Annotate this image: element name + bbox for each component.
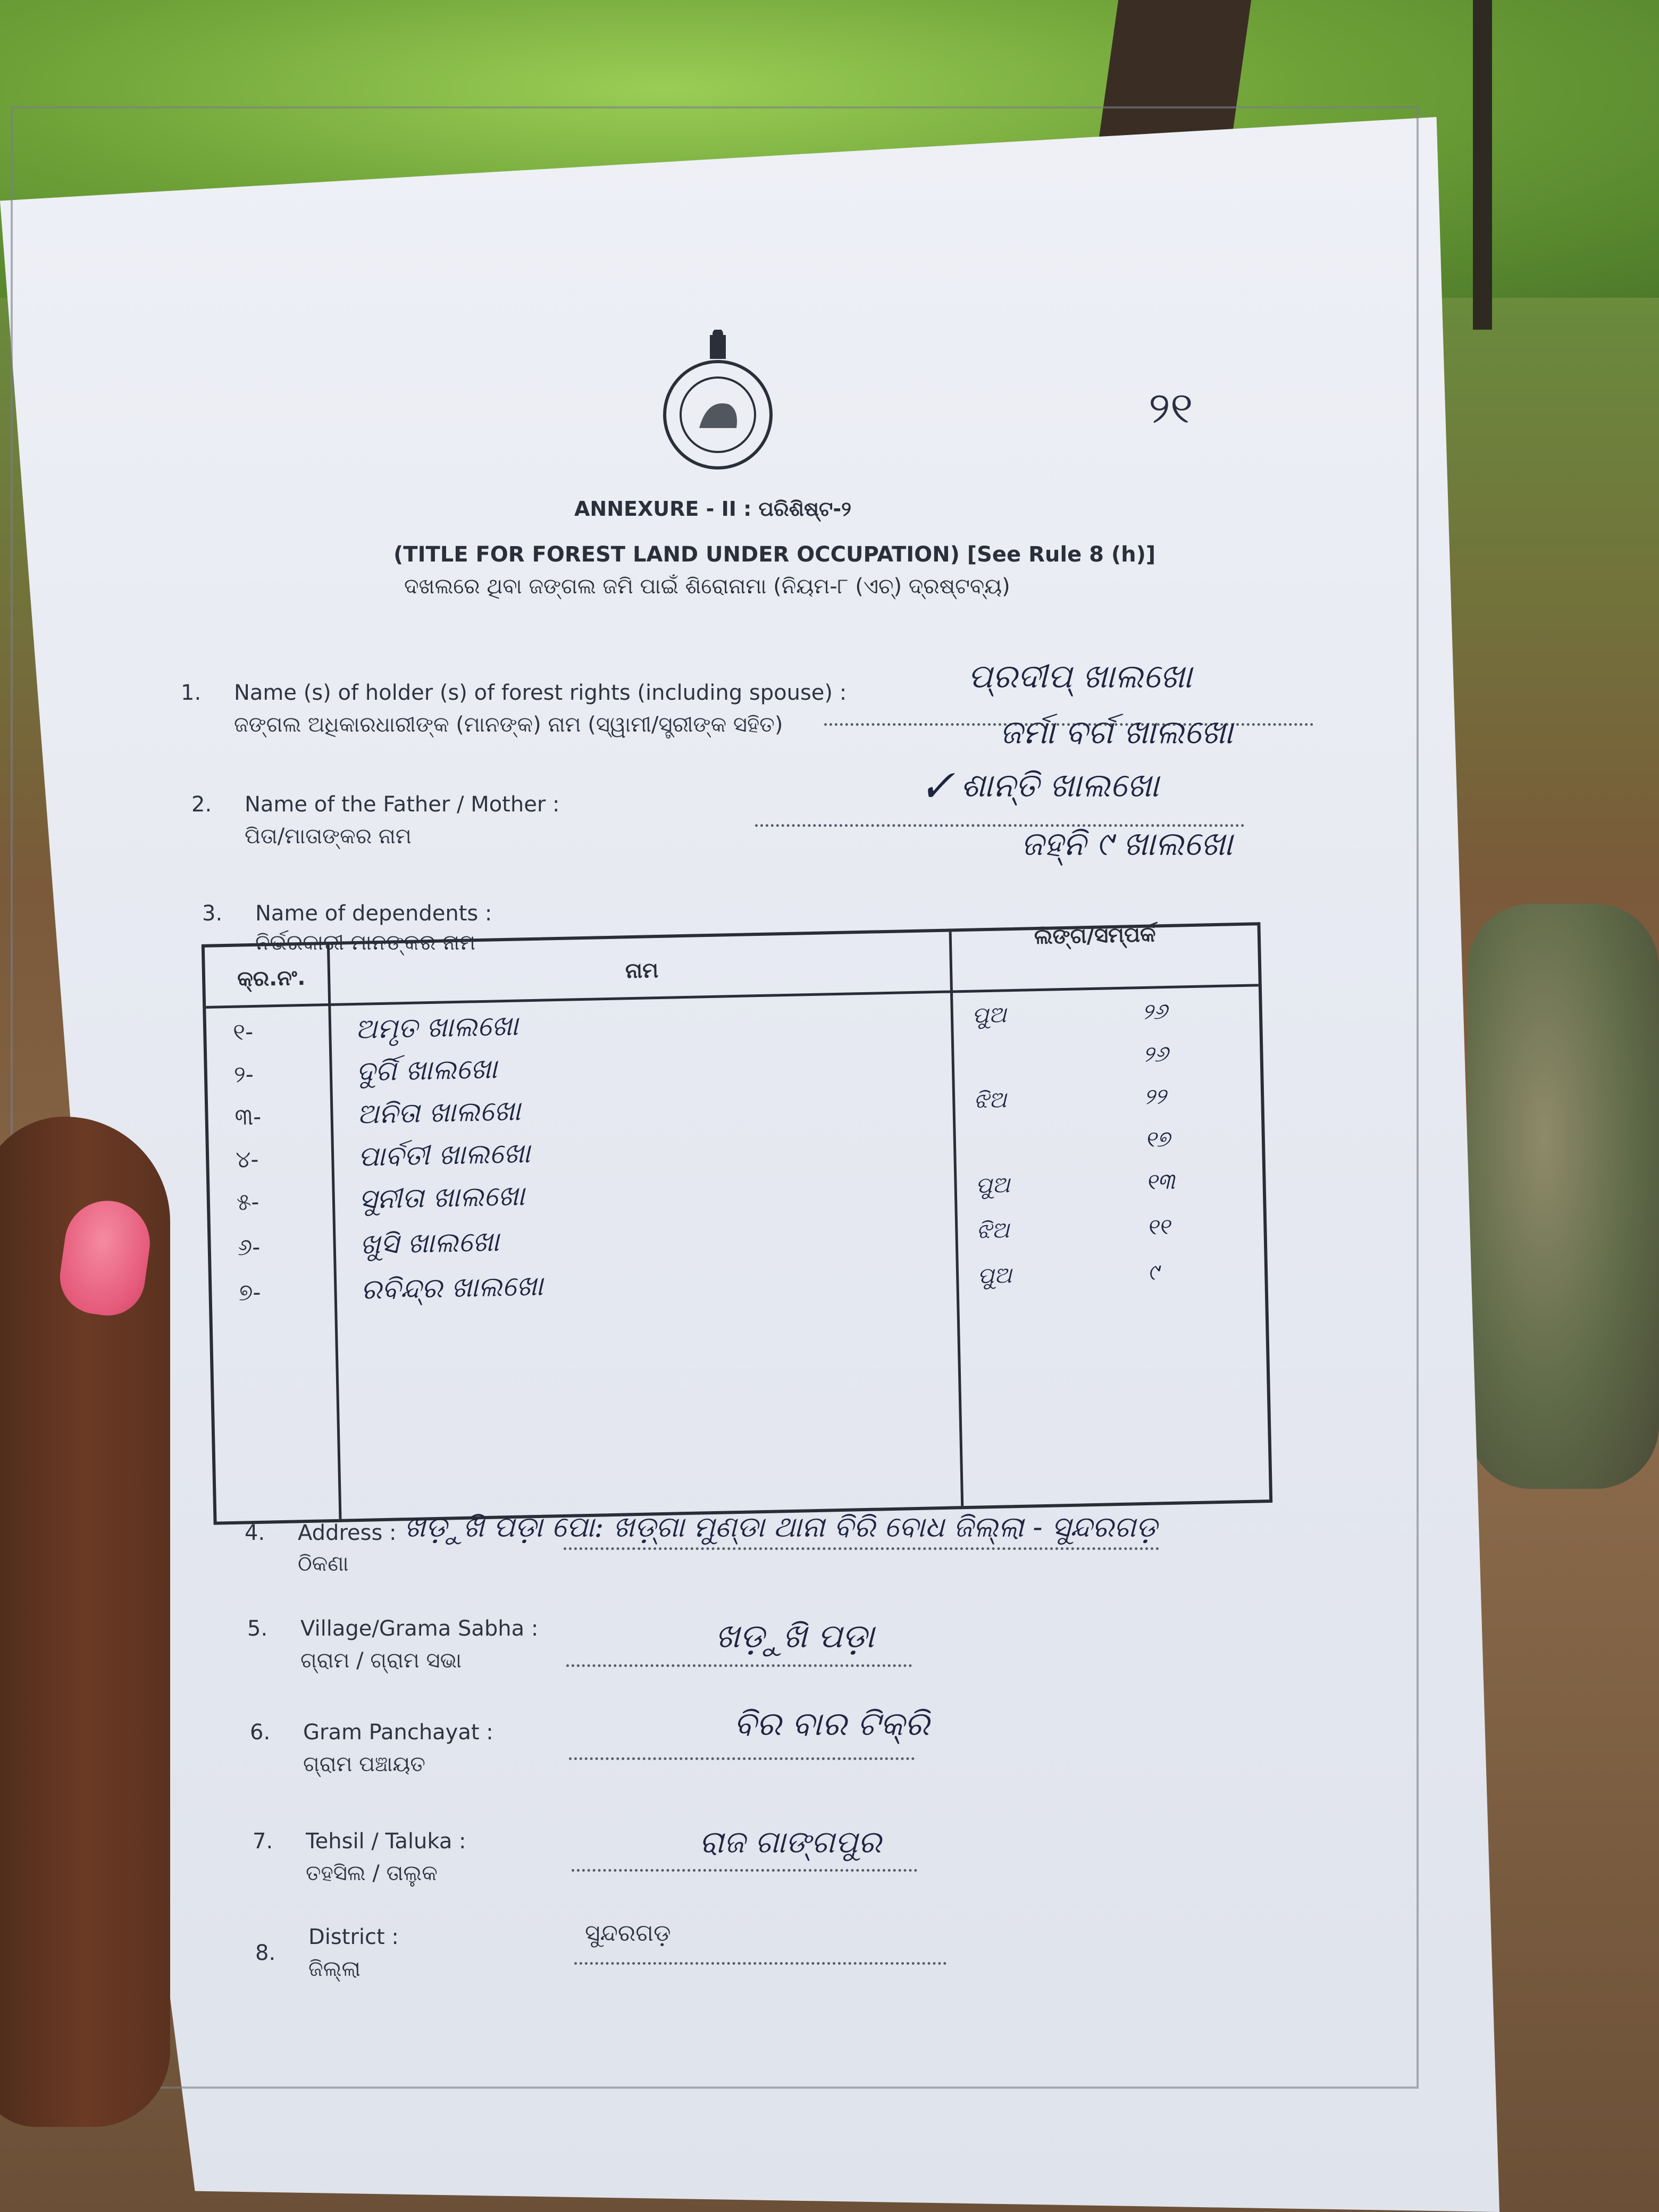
field-label-en: Address : [298, 1521, 397, 1545]
field-label-or: ତହସିଲ / ତାଲୁକ [306, 1861, 438, 1886]
field-holder-name [181, 657, 1244, 766]
field-dotted-line [564, 1547, 1159, 1550]
row-gender: ଝିଅ [976, 1217, 1010, 1244]
field-label-or: ଠିକଣା [298, 1552, 349, 1576]
row-name: ପାର୍ବତୀ ଖାଲଖୋ [357, 1137, 531, 1173]
row-age: ୨୬ [1142, 998, 1168, 1025]
field-number: 4. [245, 1521, 265, 1545]
field-label-or: ନିର୍ଭରକାରୀ ମାନଙ୍କର ନାମ [255, 931, 476, 955]
field-number: 2. [191, 792, 212, 817]
field-parent-name [191, 766, 1255, 877]
row-name: ଦୁର୍ଗି ଖାଲଖୋ [356, 1053, 498, 1088]
row-serial: ୬- [237, 1233, 261, 1261]
odisha-government-seal-icon [654, 330, 782, 479]
row-age: ୨୨ [1143, 1083, 1167, 1110]
field-label-en: Tehsil / Taluka : [306, 1829, 466, 1854]
field-number: 7. [253, 1829, 273, 1854]
field-dotted-line [574, 1962, 946, 1965]
annexure-heading: ANNEXURE - II : ପରିଶିଷ୍ଟ-୨ [574, 497, 852, 521]
row-gender: ପୁଅ [977, 1262, 1012, 1289]
row-name: ସୁନୀତା ଖାଲଖୋ [358, 1180, 525, 1216]
field-label-en: Name of dependents : [255, 901, 492, 926]
header-serial: କ୍ର.ନଂ. [237, 965, 306, 992]
row-age: ୨୬ [1142, 1040, 1169, 1067]
field-dotted-line [566, 1664, 912, 1667]
field-label-en: District : [308, 1925, 399, 1949]
field-label-or: ପିତା/ମାତାଙ୍କର ନାମ [245, 824, 412, 849]
field-number: 8. [255, 1941, 276, 1965]
field-gram-panchayat [250, 1704, 1207, 1789]
row-name: ଖୁସି ଖାଲଖୋ [359, 1226, 500, 1261]
field-label-or: ଗ୍ରାମ / ଗ୍ରାମ ସଭା [300, 1648, 462, 1673]
field-dotted-line [569, 1757, 915, 1760]
handwritten-value: ଜର୍ମା ବର୍ଗ ଖାଲଖୋ [1000, 713, 1233, 751]
row-name: ଅମୃତ ଖାଲଖୋ [355, 1010, 519, 1045]
page-number: ୨୧ [1149, 383, 1193, 433]
district-value: ସୁନ୍ଦରଗଡ଼ [585, 1920, 671, 1947]
row-serial: ୧- [232, 1018, 254, 1046]
field-number: 6. [250, 1720, 271, 1745]
row-gender: ପୁଅ [971, 1001, 1007, 1028]
pole [1473, 0, 1492, 330]
title-subheading: (TITLE FOR FOREST LAND UNDER OCCUPATION) [See Rule 8 (h)] [393, 542, 1156, 567]
handwritten-value: ରାଜ ଗାଙ୍ଗପୁର [699, 1824, 882, 1860]
field-dotted-line [572, 1869, 917, 1872]
field-label-or: ଗ୍ରାମ ପଞ୍ଚାୟତ [303, 1752, 425, 1777]
row-age: ୧୧ [1146, 1213, 1170, 1240]
handwritten-value: ଜହ୍ନି ୯ ଖାଲଖୋ [1021, 824, 1233, 863]
field-tehsil [253, 1824, 1210, 1898]
field-number: 5. [247, 1616, 268, 1641]
row-gender: ଝିଅ [973, 1086, 1007, 1113]
field-village [247, 1616, 1204, 1686]
field-label-en: Name (s) of holder (s) of forest rights (including spouse) : [234, 681, 847, 705]
row-serial: ୩- [234, 1103, 262, 1131]
field-label-or: ଜଙ୍ଗଲ ଅଧିକାରଧାରୀଙ୍କ (ମାନଙ୍କ) ନାମ (ସ୍ୱାମୀ/ସ୍ତ୍ରୀଙ୍କ ସହିତ) [234, 713, 783, 737]
row-serial: ୪- [235, 1145, 259, 1174]
field-label-en: Name of the Father / Mother : [245, 792, 560, 817]
field-district [255, 1920, 1212, 2010]
handwritten-value: ଖଡ଼ୁଖି ପଡ଼ା [715, 1616, 875, 1655]
handwritten-value: ✓ ଶାନ୍ତି ଖାଲଖୋ [925, 766, 1159, 805]
row-gender: ପୁଅ [975, 1171, 1010, 1199]
row-name: ରବିନ୍ଦ୍ର ଖାଲଖୋ [360, 1270, 543, 1306]
row-age: ୧୩ [1145, 1168, 1175, 1195]
title-subheading-odia: ଦଖଲରେ ଥିବା ଜଙ୍ଗଲ ଜମି ପାଇଁ ଶିରୋନାମା (ନିୟମ-୮ (ଏଚ୍) ଦ୍ରଷ୍ଟବ୍ୟ) [404, 574, 1010, 599]
field-number: 3. [202, 901, 223, 926]
header-gender-relation: ଲିଙ୍ଗ/ସମ୍ପର୍କ [1034, 922, 1157, 950]
field-label-en: Gram Panchayat : [303, 1720, 493, 1745]
field-label-or: ଜିଲ୍ଲା [308, 1957, 361, 1981]
row-serial: ୭- [238, 1278, 261, 1306]
mossy-rock [1468, 904, 1659, 1489]
handwritten-value: ପ୍ରଦୀପ୍ ଖାଲଖୋ [968, 657, 1192, 696]
row-age: ୯ [1147, 1259, 1159, 1285]
row-serial: ୫- [236, 1188, 259, 1216]
handwritten-value: ଖଡ଼ୁଖି ପଡ଼ା ପୋ: ଖଡ଼୍ଗା ମୁଣ୍ଡା ଥାନା ବିରି ବୋଧ ଜିଲ୍ଲା - ସୁନ୍ଦରଗଡ଼ [404, 1510, 1158, 1544]
field-address [245, 1510, 1308, 1590]
field-label-en: Village/Grama Sabha : [300, 1616, 539, 1641]
dependents-table [202, 922, 1272, 1524]
handwritten-value: ବିର ବାର ଟିକ୍ରି [734, 1704, 929, 1743]
field-number: 1. [181, 681, 202, 705]
row-age: ୧୭ [1144, 1125, 1170, 1152]
row-name: ଅନିତା ଖାଲଖୋ [356, 1095, 521, 1130]
header-name: ନାମ [625, 958, 659, 984]
row-serial: ୨- [233, 1060, 254, 1088]
